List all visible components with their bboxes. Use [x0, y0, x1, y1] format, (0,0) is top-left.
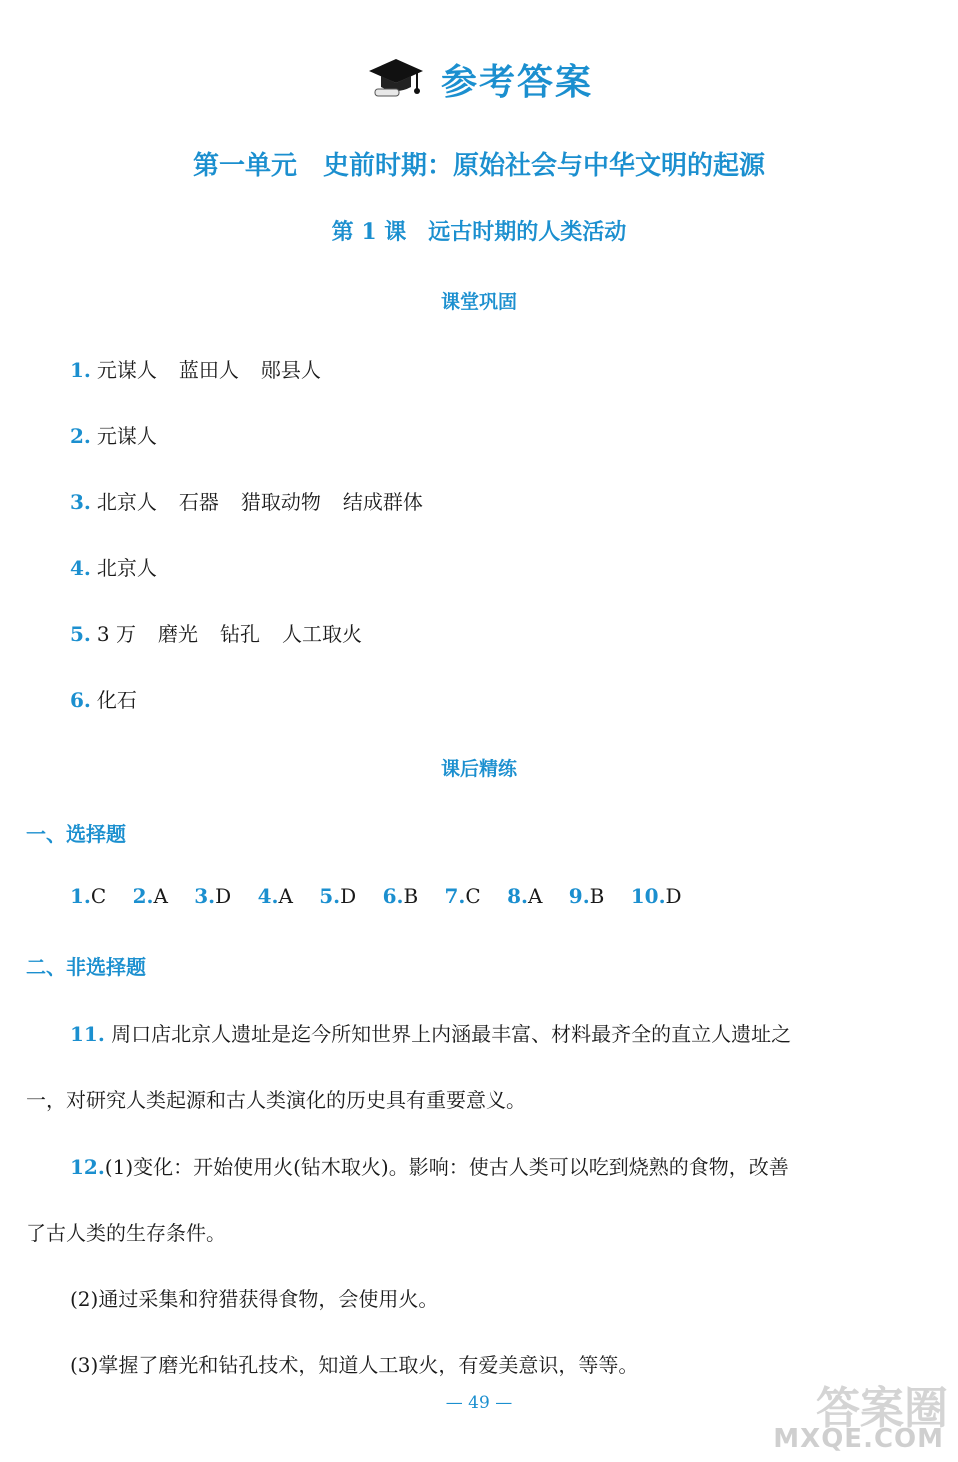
question-number: 4. [70, 556, 91, 580]
category-non-choice: 二、非选择题 [26, 955, 146, 979]
unit-title: 第一单元 史前时期：原始社会与中华文明的起源 [192, 151, 765, 181]
page-number: — 49 — [445, 1393, 513, 1413]
question-number: 11. [70, 1022, 105, 1046]
multiple-choice-answers [70, 884, 702, 908]
page-title: 参考答案 [440, 61, 593, 103]
answer-item: 人工取火 [281, 622, 362, 646]
question-number: 6. [70, 688, 91, 712]
section-title-practice: 课后精练 [440, 758, 517, 780]
question-number: 5. [70, 622, 91, 646]
answer-line-6 [70, 684, 159, 713]
answer-12-part-2: (2)通过采集和狩猎获得食物，会使用火。 [70, 1287, 439, 1311]
mc-answer: 6.B [382, 884, 419, 908]
answer-text: (1)变化：开始使用火(钻木取火)。影响：使古人类可以吃到烧熟的食物，改善 [104, 1155, 789, 1179]
section-title-classroom: 课堂巩固 [440, 291, 517, 313]
answer-12-line-1 [70, 1151, 789, 1180]
answer-11-line-1 [70, 1018, 791, 1047]
answer-line-5 [70, 618, 384, 647]
answer-12-part-3: (3)掌握了磨光和钻孔技术，知道人工取火，有爱美意识，等等。 [70, 1353, 639, 1377]
graduation-cap-icon [365, 55, 427, 103]
answer-line-4 [70, 552, 179, 581]
answer-item: 3 万 [96, 622, 136, 646]
answer-item: 结成群体 [342, 490, 423, 514]
question-number: 2. [70, 424, 91, 448]
answer-item: 蓝田人 [178, 358, 239, 382]
mc-answer: 9.B [568, 884, 605, 908]
watermark-url: MXQE.COM [773, 1424, 944, 1454]
answer-text: 周口店北京人遗址是迄今所知世界上内涵最丰富、材料最齐全的直立人遗址之 [111, 1022, 792, 1046]
answer-line-3 [70, 486, 445, 515]
answer-12-line-2: 了古人类的生存条件。 [26, 1221, 226, 1245]
watermark-logo: 答案圈 [816, 1383, 948, 1434]
page-header [0, 48, 958, 110]
question-number: 3. [70, 490, 91, 514]
answer-item: 北京人 [96, 490, 157, 514]
answer-item: 猎取动物 [240, 490, 321, 514]
mc-answer: 1.C [70, 884, 107, 908]
mc-answer: 3.D [194, 884, 232, 908]
answer-item: 磨光 [157, 622, 198, 646]
mc-answer: 2.A [132, 884, 168, 908]
answer-item: 郧县人 [260, 358, 321, 382]
mc-answer: 5.D [319, 884, 357, 908]
answer-item: 钻孔 [219, 622, 260, 646]
question-number: 1. [70, 358, 91, 382]
answer-item: 元谋人 [96, 358, 157, 382]
answer-item: 北京人 [96, 556, 157, 580]
answer-item: 元谋人 [96, 424, 157, 448]
lesson-title: 第 1 课 远古时期的人类活动 [331, 219, 627, 245]
answer-line-1 [70, 354, 343, 383]
mc-answer: 8.A [507, 884, 543, 908]
mc-answer: 10.D [630, 884, 682, 908]
category-multiple-choice: 一、选择题 [26, 822, 126, 846]
question-number: 12. [70, 1155, 105, 1179]
answer-item: 化石 [96, 688, 137, 712]
answer-line-2 [70, 420, 179, 449]
mc-answer: 7.C [444, 884, 481, 908]
answer-11-line-2: 一，对研究人类起源和古人类演化的历史具有重要意义。 [26, 1088, 526, 1112]
answer-item: 石器 [178, 490, 219, 514]
mc-answer: 4.A [257, 884, 293, 908]
